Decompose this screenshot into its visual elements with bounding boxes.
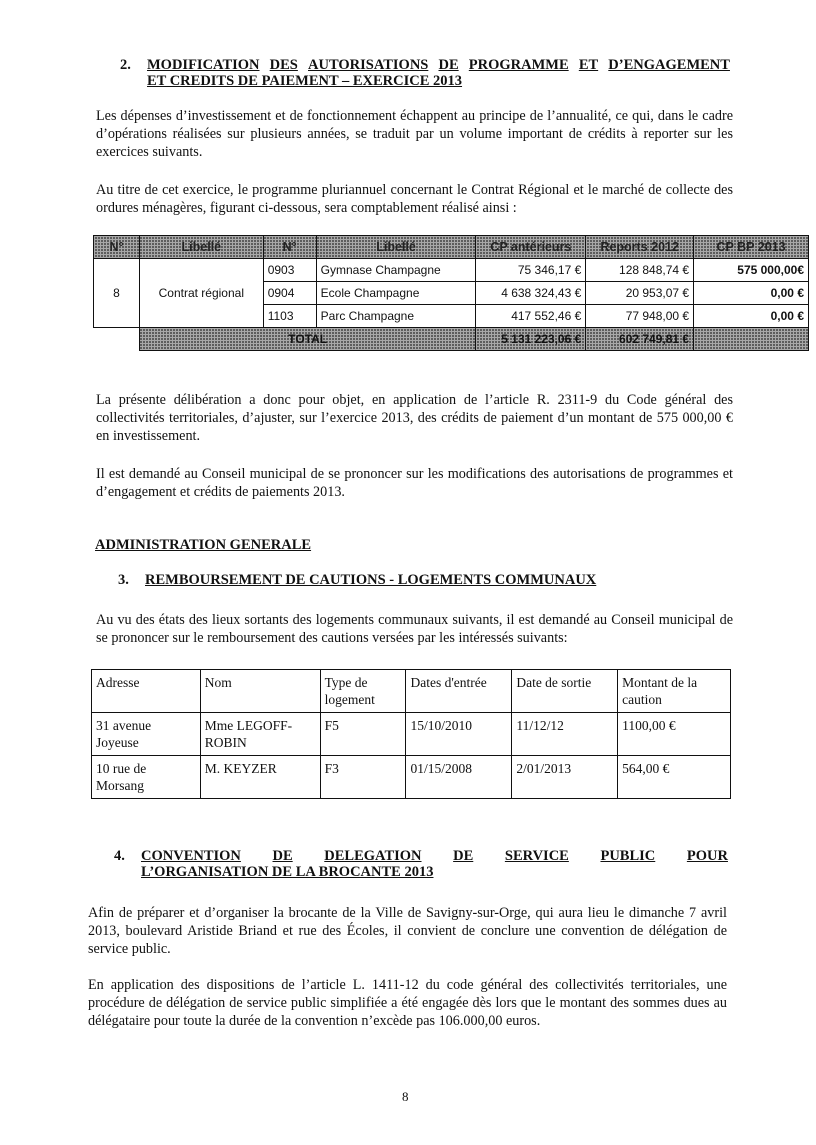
section-4-number: 4. (114, 848, 125, 864)
header-cell: N° (263, 236, 316, 259)
section-2-title-word: MODIFICATION (147, 57, 260, 73)
section-3-heading (118, 572, 738, 590)
header-cell: Libellé (316, 236, 476, 259)
section-2-title-word: D’ENGAGEMENT (608, 57, 730, 73)
cp-bp-2013-cell: 0,00 € (694, 282, 809, 305)
section-2-title (147, 57, 730, 89)
amount-cell: 564,00 € (618, 756, 731, 799)
entry-date-cell: 15/10/2010 (406, 713, 512, 756)
type-cell: F5 (320, 713, 406, 756)
reports-2012-cell: 128 848,74 € (586, 259, 694, 282)
section-4-title-word: SERVICE (504, 848, 569, 864)
operation-number-cell: 1103 (263, 305, 316, 328)
cp-anterieurs-cell: 4 638 324,43 € (476, 282, 586, 305)
section-4-title (141, 848, 728, 880)
section-3-title: REMBOURSEMENT DE CAUTIONS - LOGEMENTS COMMUNAUX (145, 572, 597, 588)
cp-anterieurs-cell: 75 346,17 € (476, 259, 586, 282)
page-number: 8 (402, 1089, 409, 1104)
ap-cp-table (93, 235, 809, 351)
operation-label-cell: Gymnase Champagne (316, 259, 476, 282)
section-4-title-word: DE (272, 848, 293, 864)
section-2-title-word: DE (438, 57, 459, 73)
total-cp-bp-cell (694, 328, 809, 351)
name-cell: M. KEYZER (200, 756, 320, 799)
section-4-paragraph-2: En application des dispositions de l’article L. 1411-12 du code général des collectivités territoriales, une procédure de délégation de service public simplifiée a été engagée dès lors que le montant des sommes dues au délégataire pour toute la durée de la convention n’excède pas 106.000,00 euros. (88, 977, 727, 1029)
cp-bp-2013-cell: 0,00 € (694, 305, 809, 328)
table-row (92, 713, 731, 756)
ap-table-header-row (94, 236, 809, 259)
header-cell: Libellé (139, 236, 263, 259)
exit-date-cell: 11/12/12 (512, 713, 618, 756)
reports-2012-cell: 77 948,00 € (586, 305, 694, 328)
header-cell: Dates d'entrée (406, 670, 512, 713)
table-row (94, 259, 809, 282)
entry-date-cell: 01/15/2008 (406, 756, 512, 799)
section-2-title-line2: ET CREDITS DE PAIEMENT – EXERCICE 2013 (147, 73, 463, 89)
header-cell: CP antérieurs (476, 236, 586, 259)
group-number-cell: 8 (94, 259, 140, 328)
section-4-title-word: CONVENTION (141, 848, 241, 864)
section-2-paragraph-4: Il est demandé au Conseil municipal de se prononcer sur les modifications des autorisations de programmes et d’engagement et crédits de paiements 2013. (96, 466, 733, 500)
section-4-title-word: POUR (686, 848, 728, 864)
header-cell: Date de sortie (512, 670, 618, 713)
ap-table-total-row (94, 328, 809, 351)
header-cell: N° (94, 236, 140, 259)
administration-heading: ADMINISTRATION GENERALE (95, 537, 312, 553)
section-4-heading (114, 848, 728, 882)
header-cell: Montant de la caution (618, 670, 731, 713)
section-2-paragraph-1: Les dépenses d’investissement et de fonctionnement échappent au principe de l’annualité, ce qui, dans le cadre d’opérations réalisées sur plusieurs années, se traduit par un volume important de crédits à reporter sur les exercices suivants. (96, 108, 733, 160)
total-reports-cell: 602 749,81 € (586, 328, 694, 351)
operation-label-cell: Parc Champagne (316, 305, 476, 328)
section-4-title-word: DELEGATION (324, 848, 422, 864)
header-cell: Type de logement (320, 670, 406, 713)
amount-cell: 1100,00 € (618, 713, 731, 756)
section-4-title-word: DE (453, 848, 474, 864)
section-4-title-line2: L’ORGANISATION DE LA BROCANTE 2013 (141, 864, 434, 880)
header-cell: CP BP 2013 (694, 236, 809, 259)
header-cell: Nom (200, 670, 320, 713)
section-3-number: 3. (118, 572, 129, 588)
operation-number-cell: 0903 (263, 259, 316, 282)
section-4-paragraph-1: Afin de préparer et d’organiser la brocante de la Ville de Savigny-sur-Orge, qui aura lieu le dimanche 7 avril 2013, boulevard Aristide Briand et rue des Écoles, il convient de conclure une convention de délégation de service public. (88, 905, 727, 957)
name-cell: Mme LEGOFF-ROBIN (200, 713, 320, 756)
section-2-title-word: DES (269, 57, 298, 73)
section-3-paragraph: Au vu des états des lieux sortants des logements communaux suivants, il est demandé au Conseil municipal de se prononcer sur le remboursement des cautions versées par les intéressés suivants: (96, 612, 733, 646)
section-2-title-word: PROGRAMME (468, 57, 569, 73)
header-cell: Adresse (92, 670, 201, 713)
address-cell: 10 rue de Morsang (92, 756, 201, 799)
header-cell: Reports 2012 (586, 236, 694, 259)
section-2-paragraph-2: Au titre de cet exercice, le programme pluriannuel concernant le Contrat Régional et le marché de collecte des ordures ménagères, figurant ci-dessous, sera comptablement réalisé ainsi : (96, 182, 733, 216)
total-label-cell: TOTAL (139, 328, 475, 351)
group-label-cell: Contrat régional (139, 259, 263, 328)
cautions-header-row (92, 670, 731, 713)
cautions-table (91, 669, 731, 799)
reports-2012-cell: 20 953,07 € (586, 282, 694, 305)
section-2-heading (120, 57, 730, 91)
operation-label-cell: Ecole Champagne (316, 282, 476, 305)
address-cell: 31 avenue Joyeuse (92, 713, 201, 756)
cp-anterieurs-cell: 417 552,46 € (476, 305, 586, 328)
table-row (92, 756, 731, 799)
section-2-number: 2. (120, 57, 131, 73)
section-2-title-word: AUTORISATIONS (308, 57, 429, 73)
total-cp-anterieurs-cell: 5 131 223,06 € (476, 328, 586, 351)
section-2-title-word: ET (578, 57, 599, 73)
section-4-title-word: PUBLIC (600, 848, 656, 864)
type-cell: F3 (320, 756, 406, 799)
section-2-paragraph-3: La présente délibération a donc pour objet, en application de l’article R. 2311-9 du Code général des collectivités territoriales, d’ajuster, sur l’exercice 2013, des crédits de paiement d’un montant de 575 000,00 € en investissement. (96, 392, 733, 444)
operation-number-cell: 0904 (263, 282, 316, 305)
exit-date-cell: 2/01/2013 (512, 756, 618, 799)
cp-bp-2013-cell: 575 000,00€ (694, 259, 809, 282)
